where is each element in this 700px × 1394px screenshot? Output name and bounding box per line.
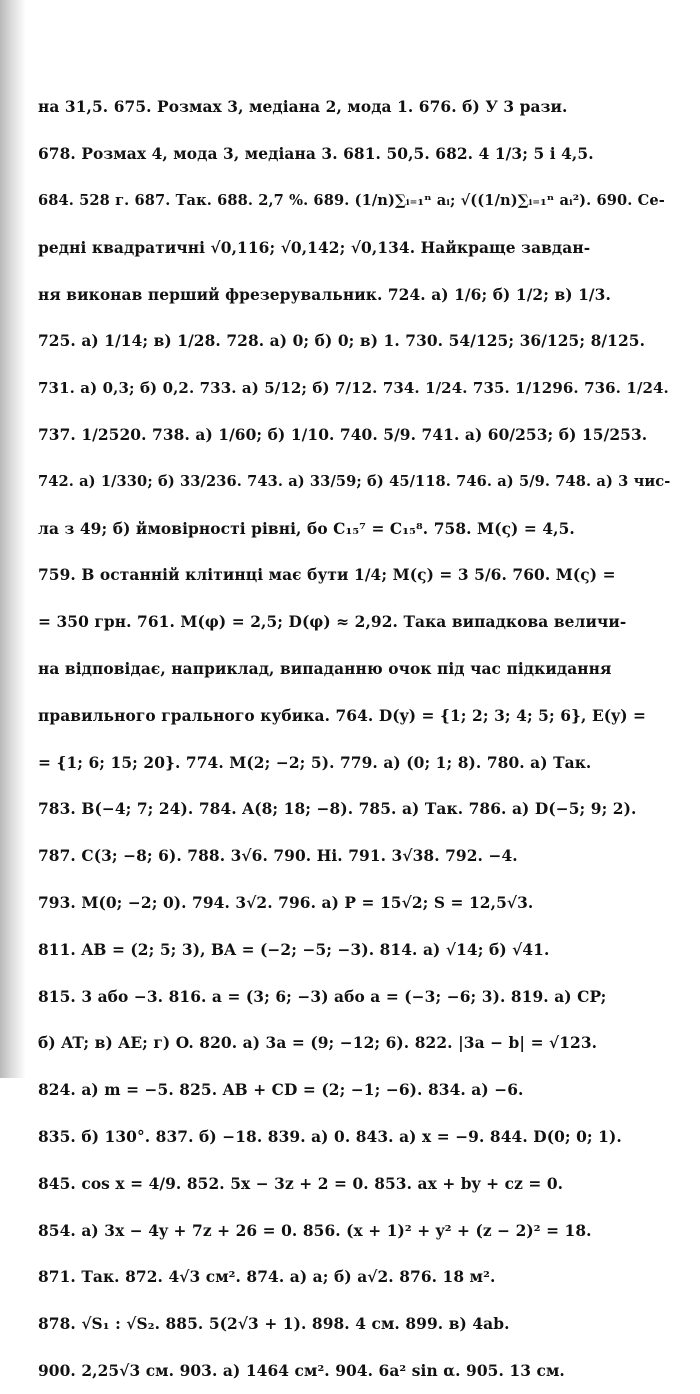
answers-text-block [38,84,670,1394]
text-line-23: 835. б) 130°. 837. б) −18. 839. а) 0. 843. а) x = −9. 844. D(0; 0; 1). [38,1127,622,1146]
text-line-12: = 350 грн. 761. M(φ) = 2,5; D(φ) ≈ 2,92. Така випадкова величи- [38,613,627,632]
text-line-16: 783. B(−4; 7; 24). 784. A(8; 18; −8). 785. а) Так. 786. а) D(−5; 9; 2). [38,800,637,819]
text-line-21: б) AT; в) AE; г) O. 820. а) 3a = (9; −12; 6). 822. |3a − b| = √123. [38,1034,598,1053]
text-line-5: ня виконав перший фрезерувальник. 724. а) 1/6; б) 1/2; в) 1/3. [38,285,611,304]
text-line-4: редні квадратичні √0,116; √0,142; √0,134. Найкраще завдан- [38,238,591,257]
page-edge-shadow [0,0,26,1078]
text-line-27: 878. √S₁ : √S₂. 885. 5(2√3 + 1). 898. 4 см. 899. в) 4ab. [38,1315,510,1334]
text-line-13: на відповідає, наприклад, випаданню очок під час підкидання [38,659,612,678]
text-line-1: на 31,5. 675. Розмах 3, медіана 2, мода 1. 676. б) У 3 рази. [38,98,568,117]
text-line-17: 787. C(3; −8; 6). 788. 3√6. 790. Ні. 791. 3√38. 792. −4. [38,847,518,866]
text-line-25: 854. а) 3x − 4y + 7z + 26 = 0. 856. (x + 1)² + y² + (z − 2)² = 18. [38,1221,592,1240]
text-line-10: ла з 49; б) ймовірності рівні, бо C₁₅⁷ = C₁₅⁸. 758. M(ς) = 4,5. [38,519,575,538]
text-line-2: 678. Розмах 4, мода 3, медіана 3. 681. 50,5. 682. 4 1/3; 5 і 4,5. [38,145,594,164]
text-line-7: 731. а) 0,3; б) 0,2. 733. а) 5/12; б) 7/12. 734. 1/24. 735. 1/1296. 736. 1/24. [38,379,669,398]
text-line-24: 845. cos x = 4/9. 852. 5x − 3z + 2 = 0. 853. ax + by + cz = 0. [38,1174,564,1193]
text-line-6: 725. а) 1/14; в) 1/28. 728. а) 0; б) 0; в) 1. 730. 54/125; 36/125; 8/125. [38,332,646,351]
text-line-14: правильного грального кубика. 764. D(y) = {1; 2; 3; 4; 5; 6}, E(y) = [38,706,647,725]
text-line-3: 684. 528 г. 687. Так. 688. 2,7 %. 689. (1/n)∑ᵢ₌₁ⁿ aᵢ; √((1/n)∑ᵢ₌₁ⁿ aᵢ²). 690. Се- [38,192,665,210]
text-line-9: 742. а) 1/330; б) 33/236. 743. а) 33/59; б) 45/118. 746. а) 5/9. 748. а) 3 чис- [38,473,670,491]
text-line-22: 824. а) m = −5. 825. AB + CD = (2; −1; −6). 834. а) −6. [38,1081,524,1100]
text-line-11: 759. В останній клітинці має бути 1/4; M(ς) = 3 5/6. 760. M(ς) = [38,566,616,585]
text-line-26: 871. Так. 872. 4√3 см². 874. а) a; б) a√2. 876. 18 м². [38,1268,496,1287]
text-line-28: 900. 2,25√3 см. 903. а) 1464 см². 904. 6a² sin α. 905. 13 см. [38,1361,565,1380]
text-line-20: 815. 3 або −3. 816. a = (3; 6; −3) або a = (−3; −6; 3). 819. а) CP; [38,987,607,1006]
text-line-19: 811. AB = (2; 5; 3), BA = (−2; −5; −3). 814. а) √14; б) √41. [38,940,550,959]
text-line-15: = {1; 6; 15; 20}. 774. M(2; −2; 5). 779. а) (0; 1; 8). 780. а) Так. [38,753,592,772]
text-line-18: 793. M(0; −2; 0). 794. 3√2. 796. а) P = 15√2; S = 12,5√3. [38,893,534,912]
text-line-8: 737. 1/2520. 738. а) 1/60; б) 1/10. 740. 5/9. 741. а) 60/253; б) 15/253. [38,425,648,444]
